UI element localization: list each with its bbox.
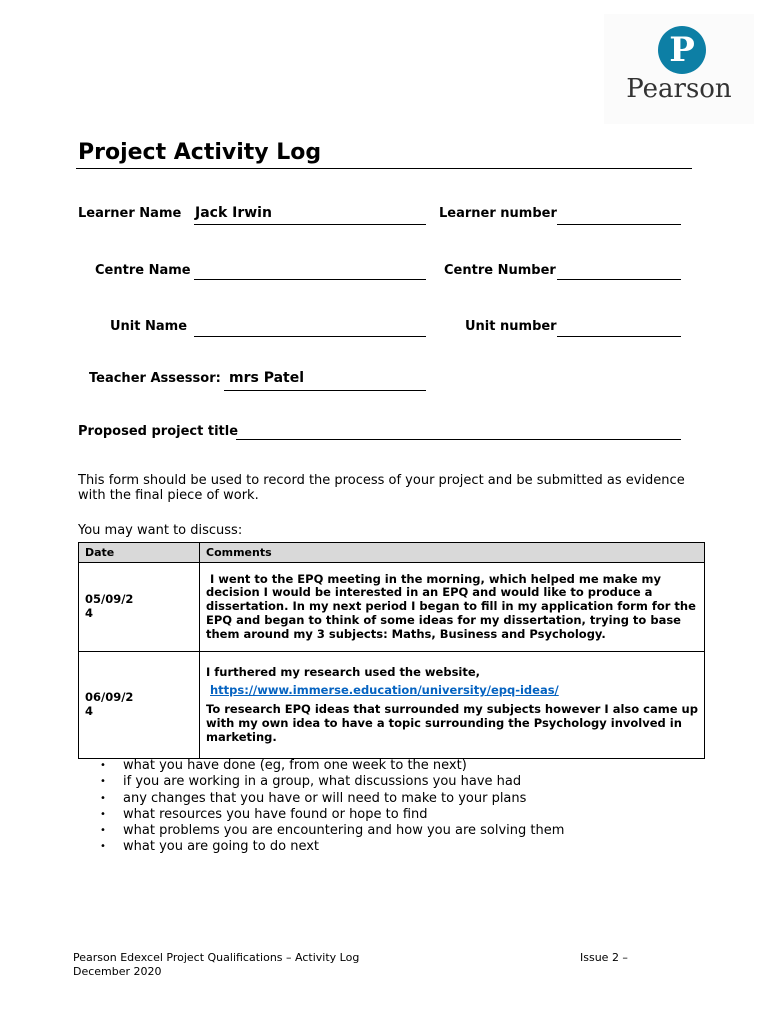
- list-item: [100, 791, 564, 807]
- proposed-title-label: Proposed project title: [78, 424, 239, 439]
- activity-log-table: [78, 542, 705, 759]
- discussion-topics-list: [100, 758, 564, 856]
- intro-text: This form should be used to record the process of your project and be submitted as evidence with the final piece of work.: [78, 473, 685, 503]
- footer-left: [73, 951, 403, 979]
- pearson-logo: [604, 14, 754, 124]
- footer-issue: Issue 2 –: [580, 951, 628, 964]
- page-title: Project Activity Log: [78, 140, 322, 165]
- list-item: [100, 839, 564, 855]
- learner-name-label: Learner Name: [78, 206, 182, 221]
- bullet-icon: •: [100, 760, 106, 771]
- bullet-icon: •: [100, 808, 106, 820]
- table-header-row: [79, 543, 705, 563]
- row-comment-text: I furthered my research used the website,: [206, 664, 481, 679]
- unit-number-label: Unit number: [465, 319, 557, 334]
- learner-name-field-line: [194, 224, 426, 225]
- discuss-label: You may want to discuss:: [78, 523, 243, 538]
- epq-ideas-link[interactable]: https://www.immerse.education/university/epq-ideas/: [210, 683, 559, 698]
- centre-name-field[interactable]: [194, 279, 426, 280]
- list-item: [100, 823, 564, 839]
- row-date: [79, 652, 200, 759]
- list-item: [100, 774, 564, 790]
- learner-number-field[interactable]: [557, 224, 681, 225]
- list-item: [100, 807, 564, 823]
- list-item-text: what you are going to do next: [123, 839, 320, 855]
- bullet-icon: •: [100, 776, 106, 788]
- list-item-text: what problems you are encountering and how you are solving them: [123, 823, 565, 839]
- unit-name-field[interactable]: [194, 336, 426, 337]
- centre-number-label: Centre Number: [444, 263, 556, 278]
- teacher-assessor-value[interactable]: mrs Patel: [229, 370, 305, 386]
- list-item-text: what you have done (eg, from one week to the next): [123, 758, 467, 773]
- learner-number-label: Learner number: [439, 206, 557, 221]
- row-date-text: 05/09/2 4: [85, 592, 134, 620]
- row-comment-text: To research EPQ ideas that surrounded my subjects however I also came up with my own idea to have a topic surrounding the Psychology involved in marketing.: [206, 702, 698, 744]
- list-item-text: what resources you have found or hope to find: [123, 806, 428, 822]
- logo-mark: [658, 26, 706, 74]
- date-column-header: Date: [79, 543, 200, 563]
- list-item: [100, 758, 564, 774]
- list-item-text: any changes that you have or will need to make to your plans: [123, 790, 527, 806]
- bullet-icon: •: [100, 841, 106, 853]
- logo-wordmark: Pearson: [626, 74, 732, 104]
- footer-document-name: Pearson Edexcel Project Qualifications – Activity Log: [73, 951, 360, 964]
- title-rule: [76, 168, 692, 169]
- table-row: [79, 563, 705, 652]
- comments-column-header: Comments: [200, 543, 705, 563]
- learner-name-value[interactable]: Jack Irwin: [195, 205, 272, 221]
- teacher-assessor-field-line: [224, 390, 426, 391]
- row-date-text: 06/09/2 4: [85, 690, 134, 718]
- row-comment-text: I went to the EPQ meeting in the morning, which helped me make my decision I would be interested in an EPQ and would like to produce a dissertation. In my next period I began to fill in my application form for the EPQ and began to think of some ideas for my dissertation, trying to base them around my 3 subjects: Maths, Business and Psychology.: [206, 571, 700, 641]
- table-row: [79, 652, 705, 759]
- teacher-assessor-label: Teacher Assessor:: [89, 371, 221, 386]
- bullet-icon: •: [100, 792, 106, 804]
- centre-number-field[interactable]: [557, 279, 681, 280]
- row-comment: [200, 652, 705, 759]
- row-date: [79, 563, 200, 652]
- centre-name-label: Centre Name: [95, 263, 191, 278]
- list-item-text: if you are working in a group, what discussions you have had: [123, 774, 522, 790]
- row-comment: [200, 563, 705, 652]
- unit-number-field[interactable]: [557, 336, 681, 337]
- bullet-icon: •: [100, 825, 106, 837]
- logo-glyph: P: [669, 30, 695, 70]
- footer-date: December 2020: [73, 965, 162, 978]
- unit-name-label: Unit Name: [110, 319, 188, 334]
- proposed-title-field[interactable]: [236, 439, 681, 440]
